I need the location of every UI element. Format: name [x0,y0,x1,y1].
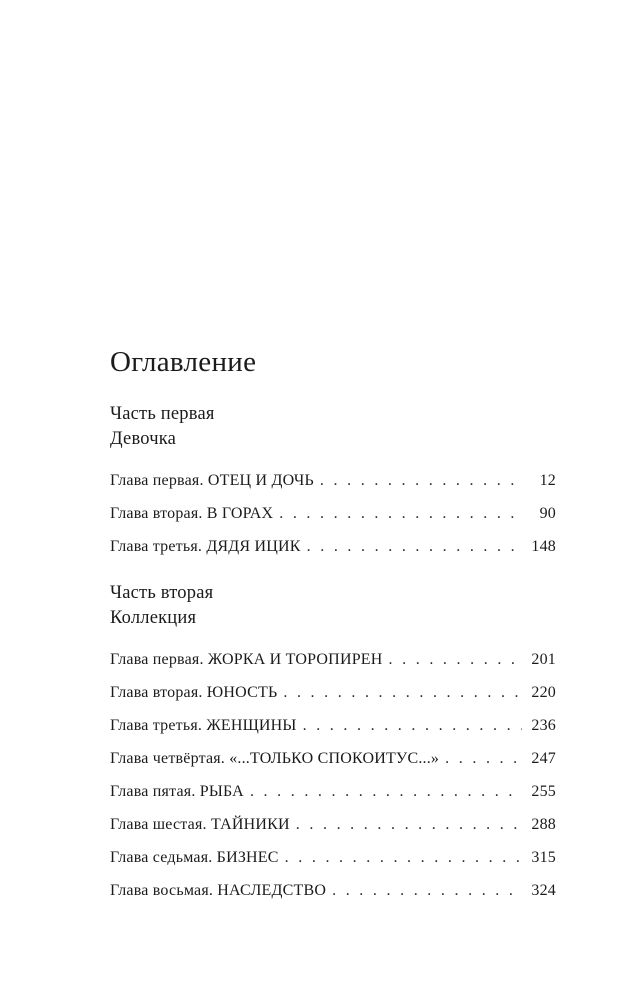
dot-leader [285,847,522,868]
chapter-page-number: 12 [539,472,556,489]
toc-entry [110,748,556,769]
dot-leader [445,748,522,769]
chapter-title: Глава седьмая. БИЗНЕС [110,849,279,866]
chapter-page-number: 247 [531,750,556,767]
chapter-page-number: 255 [531,783,556,800]
toc-entry [110,781,556,802]
toc-entry [110,536,556,557]
chapter-page-number: 148 [531,538,556,555]
toc-entry [110,503,556,524]
dot-leader [250,781,522,802]
toc-entry [110,715,556,736]
part-1-name: Девочка [110,429,177,449]
toc-title: Оглавление [110,346,257,378]
toc-entry [110,847,556,868]
dot-leader [320,470,522,491]
part-2-name: Коллекция [110,608,197,628]
dot-leader [332,880,522,901]
chapter-page-number: 315 [531,849,556,866]
dot-leader [307,536,522,557]
dot-leader [296,814,522,835]
dot-leader [283,682,522,703]
chapter-title: Глава третья. ЖЕНЩИНЫ [110,717,297,734]
chapter-page-number: 220 [531,684,556,701]
part-1-label: Часть первая [110,404,215,424]
toc-entry [110,649,556,670]
toc-entry [110,470,556,491]
chapter-title: Глава первая. ЖОРКА И ТОРОПИРЕН [110,651,383,668]
chapter-page-number: 236 [531,717,556,734]
toc-entry [110,682,556,703]
dot-leader [279,503,522,524]
chapter-title: Глава пятая. РЫБА [110,783,244,800]
chapter-page-number: 324 [531,882,556,899]
chapter-page-number: 201 [531,651,556,668]
toc-entry [110,814,556,835]
chapter-title: Глава первая. ОТЕЦ И ДОЧЬ [110,472,314,489]
part-section-1 [110,402,556,557]
chapter-title: Глава четвёртая. «...ТОЛЬКО СПОКОИТУС...» [110,750,440,767]
part-2-label: Часть вторая [110,583,214,603]
part-section-2 [110,581,556,901]
dot-leader [303,715,522,736]
toc-entry [110,880,556,901]
chapter-page-number: 90 [539,505,556,522]
chapter-title: Глава восьмая. НАСЛЕДСТВО [110,882,327,899]
chapter-title: Глава шестая. ТАЙНИКИ [110,816,290,833]
chapter-title: Глава вторая. В ГОРАХ [110,505,274,522]
chapter-page-number: 288 [531,816,556,833]
part-1-header [110,402,556,452]
part-2-header [110,581,556,631]
chapter-title: Глава третья. ДЯДЯ ИЦИК [110,538,301,555]
dot-leader [389,649,522,670]
chapter-title: Глава вторая. ЮНОСТЬ [110,684,278,701]
